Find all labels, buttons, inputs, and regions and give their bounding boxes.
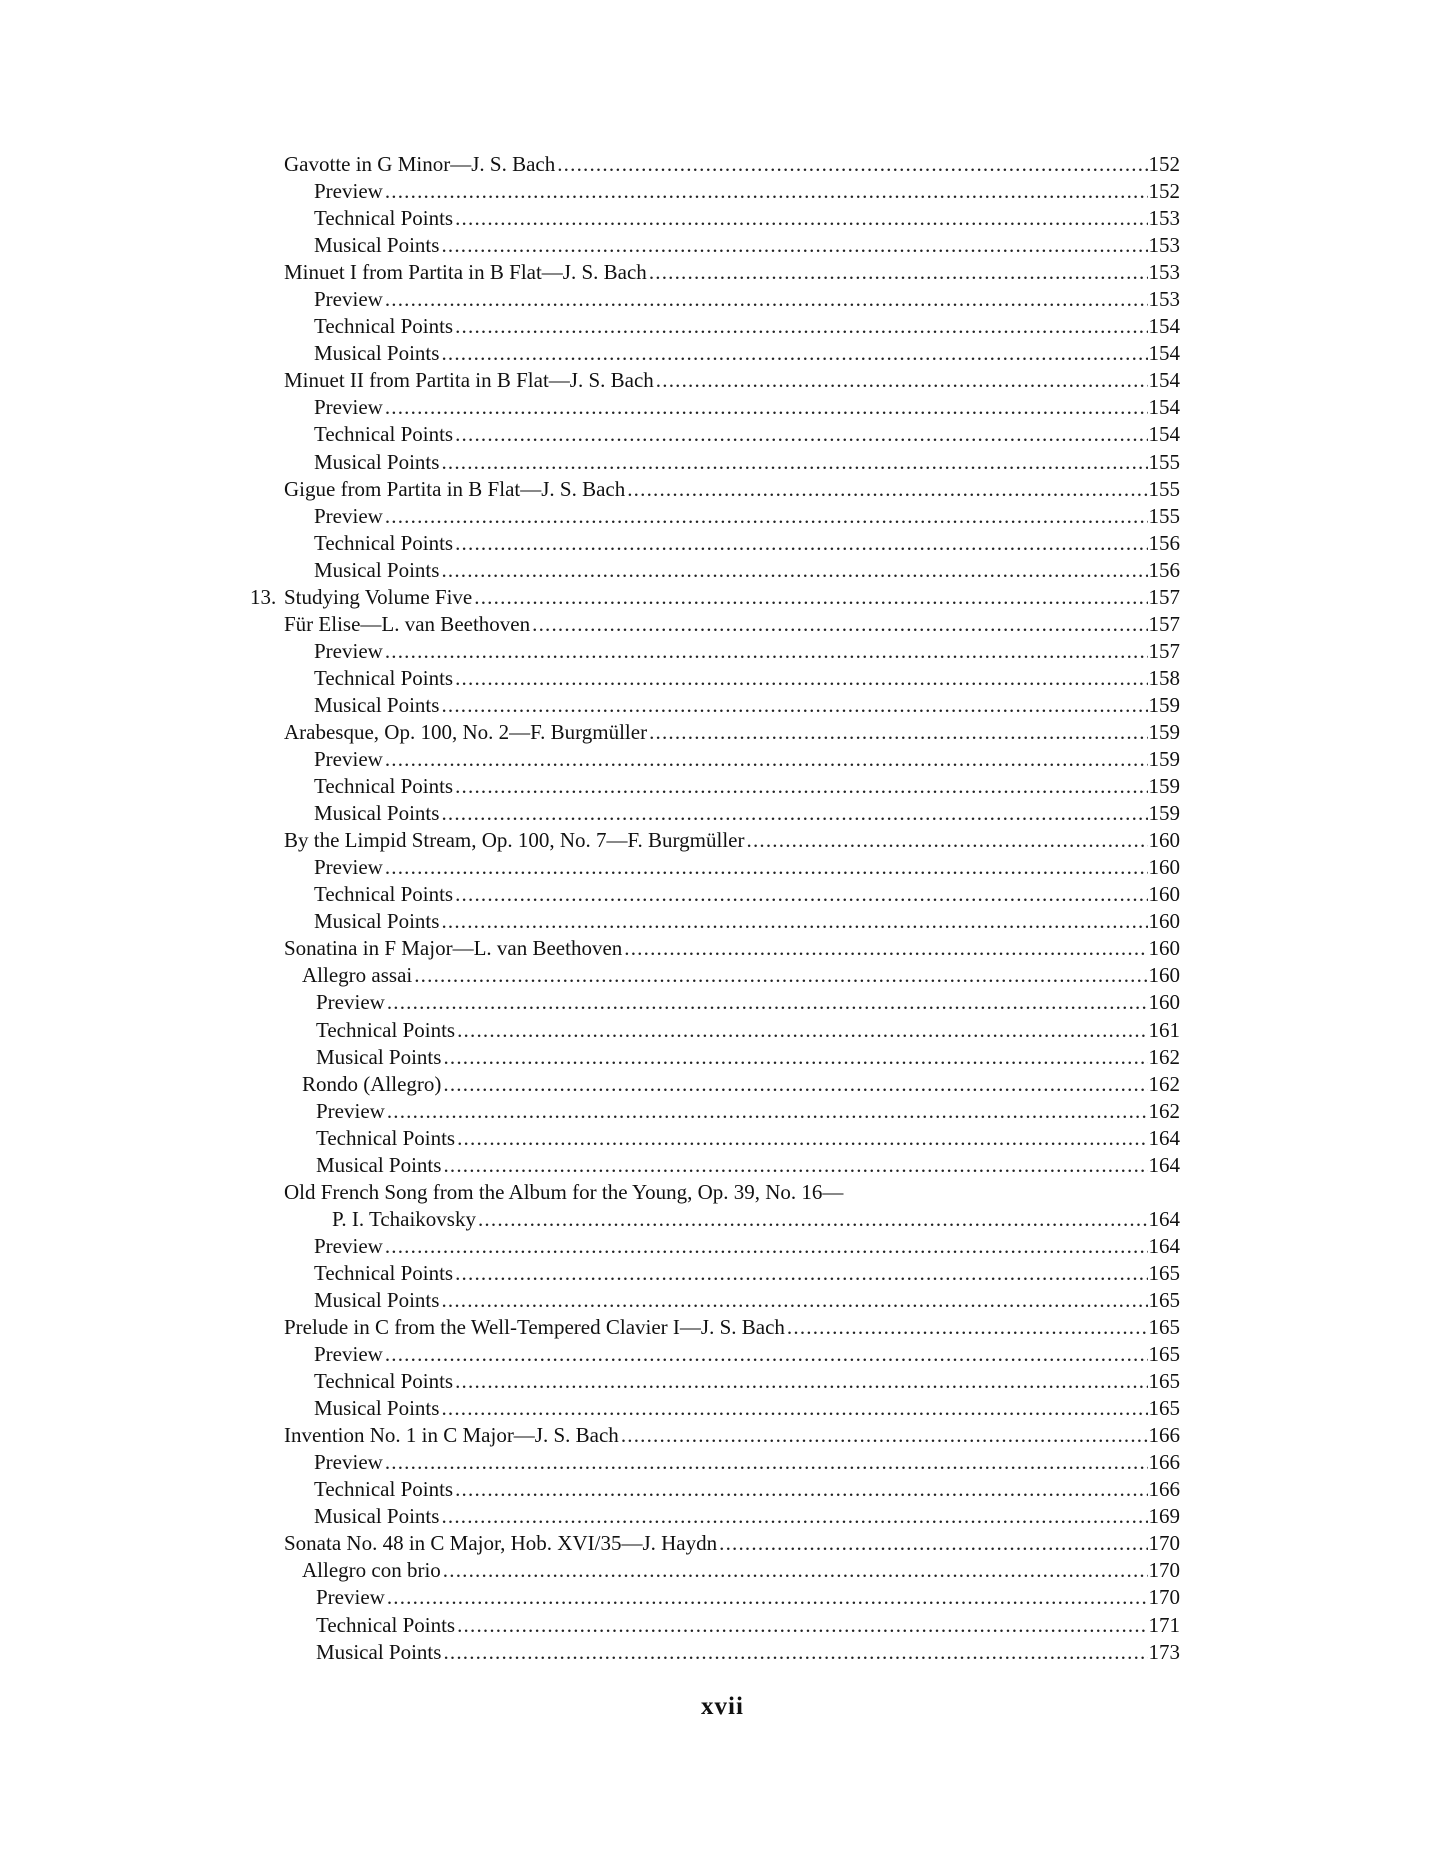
toc-entry-title: Musical Points xyxy=(316,1639,443,1666)
toc-entry-title: Für Elise—L. van Beethoven xyxy=(284,611,532,638)
page-number: xvii xyxy=(701,1693,744,1720)
toc-entry xyxy=(284,394,1180,421)
toc-page-number: 166 xyxy=(1148,1477,1180,1502)
toc-entry xyxy=(284,935,1180,962)
toc-page-number: 165 xyxy=(1148,1369,1180,1394)
toc-dot-leader xyxy=(387,989,1148,1016)
toc-page-number: 160 xyxy=(1148,963,1180,988)
toc-entry-title: Allegro assai xyxy=(302,962,414,989)
toc-page-number: 155 xyxy=(1148,449,1180,474)
toc-entry-title: Gigue from Partita in B Flat—J. S. Bach xyxy=(284,476,627,503)
toc-page-number: 162 xyxy=(1148,1071,1180,1096)
toc-page-number: 159 xyxy=(1148,692,1180,717)
toc-page-number: 165 xyxy=(1148,1260,1180,1285)
toc-entry-title: Technical Points xyxy=(314,1368,455,1395)
toc-page-number: 170 xyxy=(1148,1531,1180,1556)
toc-entry-title: Musical Points xyxy=(316,1044,443,1071)
toc-entry xyxy=(284,503,1180,530)
toc-entry xyxy=(284,746,1180,773)
toc-entry-title: Preview xyxy=(314,503,385,530)
toc-dot-leader xyxy=(443,1044,1147,1071)
toc-page-number: 164 xyxy=(1148,1206,1180,1231)
toc-dot-leader xyxy=(385,746,1148,773)
toc-page-number: 156 xyxy=(1148,557,1180,582)
toc-dot-leader xyxy=(649,259,1148,286)
toc-entry xyxy=(284,1557,1180,1584)
toc-page-number: 158 xyxy=(1148,665,1180,690)
toc-page-number: 160 xyxy=(1148,828,1180,853)
toc-entry xyxy=(284,1449,1180,1476)
toc-page-number: 166 xyxy=(1148,1423,1180,1448)
toc-entry xyxy=(284,286,1180,313)
toc-entry xyxy=(284,205,1180,232)
toc-entry-title: Allegro con brio xyxy=(302,1557,443,1584)
toc-dot-leader xyxy=(457,1612,1147,1639)
toc-page-number: 165 xyxy=(1148,1315,1180,1340)
toc-entry xyxy=(284,827,1180,854)
toc-entry-title: Musical Points xyxy=(314,1503,441,1530)
toc-dot-leader xyxy=(441,557,1147,584)
toc-dot-leader xyxy=(656,367,1148,394)
toc-dot-leader xyxy=(474,584,1147,611)
toc-chapter-number: 13. xyxy=(250,584,277,609)
toc-entry-title: Technical Points xyxy=(314,1476,455,1503)
toc-entry xyxy=(284,1152,1180,1179)
toc-entry xyxy=(284,1017,1180,1044)
toc-page-number: 159 xyxy=(1148,774,1180,799)
toc-entry-title: Preview xyxy=(316,1584,387,1611)
toc-page-number: 161 xyxy=(1148,1017,1180,1042)
toc-entry xyxy=(284,1071,1180,1098)
toc-page-number: 170 xyxy=(1148,1558,1180,1583)
toc-entry-title: Rondo (Allegro) xyxy=(302,1071,443,1098)
toc-entry xyxy=(284,1584,1180,1611)
toc-entry-title: Gavotte in G Minor—J. S. Bach xyxy=(284,151,557,178)
toc-page-number: 165 xyxy=(1148,1342,1180,1367)
toc-entry xyxy=(284,1476,1180,1503)
toc-page-number: 154 xyxy=(1148,314,1180,339)
toc-entry xyxy=(284,1044,1180,1071)
toc-dot-leader xyxy=(443,1639,1147,1666)
toc-entry-title: P. I. Tchaikovsky xyxy=(332,1206,478,1233)
toc-entry xyxy=(284,1314,1180,1341)
toc-entry-title: Technical Points xyxy=(314,530,455,557)
toc-entry xyxy=(284,800,1180,827)
toc-dot-leader xyxy=(441,692,1147,719)
toc-page-number: 160 xyxy=(1148,990,1180,1015)
toc-page-number: 152 xyxy=(1148,179,1180,204)
toc-page-number: 164 xyxy=(1148,1125,1180,1150)
toc-entry-title: Musical Points xyxy=(314,1395,441,1422)
toc-page-number: 154 xyxy=(1148,422,1180,447)
toc-page-number: 170 xyxy=(1148,1585,1180,1610)
toc-dot-leader xyxy=(624,935,1147,962)
toc-dot-leader xyxy=(455,421,1147,448)
toc-page-number: 164 xyxy=(1148,1152,1180,1177)
toc-dot-leader xyxy=(455,773,1147,800)
toc-dot-leader xyxy=(414,962,1147,989)
toc-entry xyxy=(284,449,1180,476)
toc-entry xyxy=(284,1098,1180,1125)
toc-page-number: 165 xyxy=(1148,1396,1180,1421)
toc-entry xyxy=(284,1206,1180,1233)
toc-page-number: 162 xyxy=(1148,1098,1180,1123)
toc-dot-leader xyxy=(455,205,1147,232)
toc-dot-leader xyxy=(441,340,1147,367)
toc-entry xyxy=(284,1639,1180,1666)
toc-page-number: 157 xyxy=(1148,638,1180,663)
toc-page-number: 166 xyxy=(1148,1450,1180,1475)
toc-page-number: 154 xyxy=(1148,341,1180,366)
toc-entry xyxy=(284,773,1180,800)
toc-dot-leader xyxy=(385,638,1148,665)
toc-entry-title: Musical Points xyxy=(314,449,441,476)
toc-page-number: 159 xyxy=(1148,801,1180,826)
toc-page-number: 160 xyxy=(1148,882,1180,907)
toc-entry-title: Technical Points xyxy=(316,1612,457,1639)
toc-entry xyxy=(284,854,1180,881)
toc-page-number: 173 xyxy=(1148,1639,1180,1664)
toc-entry xyxy=(284,665,1180,692)
toc-dot-leader xyxy=(478,1206,1148,1233)
toc-page-number: 155 xyxy=(1148,503,1180,528)
toc-entry xyxy=(284,611,1180,638)
toc-dot-leader xyxy=(443,1557,1148,1584)
toc-dot-leader xyxy=(455,1260,1147,1287)
toc-page-number: 171 xyxy=(1148,1612,1180,1637)
toc-entry-title: Technical Points xyxy=(314,881,455,908)
toc-entry-title: Musical Points xyxy=(314,232,441,259)
toc-entry-title: Technical Points xyxy=(316,1017,457,1044)
toc-dot-leader xyxy=(455,1368,1147,1395)
toc-page-number: 157 xyxy=(1148,611,1180,636)
toc-entry-title: Preview xyxy=(314,394,385,421)
toc-dot-leader xyxy=(443,1071,1147,1098)
toc-entry-title: Preview xyxy=(314,178,385,205)
toc-dot-leader xyxy=(385,178,1148,205)
toc-page-number: 157 xyxy=(1148,584,1180,609)
toc-entry xyxy=(284,1179,1180,1206)
toc-entry-title: Minuet II from Partita in B Flat—J. S. Bach xyxy=(284,367,656,394)
toc-entry-title: Preview xyxy=(314,854,385,881)
toc-entry-title: Preview xyxy=(314,1341,385,1368)
toc-dot-leader xyxy=(532,611,1147,638)
toc-entry xyxy=(284,476,1180,503)
toc-entry-title: Musical Points xyxy=(314,908,441,935)
toc-dot-leader xyxy=(441,232,1147,259)
toc-entry xyxy=(284,259,1180,286)
toc-entry-title: Old French Song from the Album for the Young, Op. 39, No. 16— xyxy=(284,1179,845,1206)
toc-entry xyxy=(284,989,1180,1016)
toc-dot-leader xyxy=(557,151,1147,178)
toc-dot-leader xyxy=(455,530,1147,557)
toc-entry xyxy=(284,1260,1180,1287)
toc-page-number: 152 xyxy=(1148,152,1180,176)
toc-dot-leader xyxy=(649,719,1147,746)
toc-entry xyxy=(284,638,1180,665)
toc-dot-leader xyxy=(747,827,1148,854)
toc-page-number: 169 xyxy=(1148,1504,1180,1529)
toc-entry-title: Technical Points xyxy=(314,313,455,340)
toc-dot-leader xyxy=(385,394,1148,421)
toc-entry-title: Preview xyxy=(314,1233,385,1260)
toc-page-number: 165 xyxy=(1148,1287,1180,1312)
toc-entry xyxy=(284,1287,1180,1314)
toc-entry-title: Arabesque, Op. 100, No. 2—F. Burgmüller xyxy=(284,719,649,746)
toc-entry xyxy=(284,151,1180,178)
toc-entry-title: Technical Points xyxy=(314,421,455,448)
toc-dot-leader xyxy=(385,1449,1148,1476)
toc-page-number: 156 xyxy=(1148,530,1180,555)
toc-dot-leader xyxy=(627,476,1147,503)
toc-dot-leader xyxy=(455,313,1147,340)
toc-dot-leader xyxy=(787,1314,1148,1341)
toc-entry-title: Technical Points xyxy=(314,773,455,800)
toc-entry-title: Preview xyxy=(314,286,385,313)
toc-page-number: 154 xyxy=(1148,368,1180,393)
toc-entry xyxy=(284,530,1180,557)
toc-entry xyxy=(284,313,1180,340)
toc-entry-title: Preview xyxy=(316,989,387,1016)
toc-entry xyxy=(284,1530,1180,1557)
toc-entry xyxy=(284,1395,1180,1422)
table-of-contents xyxy=(250,151,1180,1666)
toc-page-number: 164 xyxy=(1148,1233,1180,1258)
toc-page-number: 159 xyxy=(1148,747,1180,772)
toc-dot-leader xyxy=(385,503,1148,530)
toc-page-number: 162 xyxy=(1148,1044,1180,1069)
toc-dot-leader xyxy=(385,1233,1148,1260)
toc-page-number: 153 xyxy=(1148,233,1180,258)
toc-entry-title: Technical Points xyxy=(314,665,455,692)
toc-entry-title: Musical Points xyxy=(314,1287,441,1314)
toc-entry-title: Preview xyxy=(314,1449,385,1476)
toc-page-number: 153 xyxy=(1148,260,1180,285)
toc-dot-leader xyxy=(443,1152,1147,1179)
toc-page-number: 153 xyxy=(1148,206,1180,231)
toc-entry xyxy=(284,1233,1180,1260)
toc-entry-title: Musical Points xyxy=(314,692,441,719)
toc-dot-leader xyxy=(441,800,1147,827)
toc-entry xyxy=(284,178,1180,205)
toc-dot-leader xyxy=(441,908,1147,935)
toc-dot-leader xyxy=(457,1125,1147,1152)
toc-entry xyxy=(284,881,1180,908)
toc-page-number: 160 xyxy=(1148,855,1180,880)
toc-entry xyxy=(284,962,1180,989)
toc-entry-title: Technical Points xyxy=(316,1125,457,1152)
toc-entry xyxy=(284,1503,1180,1530)
toc-dot-leader xyxy=(455,665,1147,692)
toc-entry xyxy=(284,692,1180,719)
toc-entry xyxy=(284,557,1180,584)
toc-entry xyxy=(250,584,1180,611)
toc-entry-title: Preview xyxy=(314,746,385,773)
toc-page-number: 160 xyxy=(1148,936,1180,961)
toc-entry xyxy=(284,1368,1180,1395)
toc-entry-title: Technical Points xyxy=(314,1260,455,1287)
toc-dot-leader xyxy=(387,1584,1148,1611)
toc-entry-title: Musical Points xyxy=(314,557,441,584)
toc-page-number: 160 xyxy=(1148,909,1180,934)
toc-entry xyxy=(284,908,1180,935)
toc-entry xyxy=(284,340,1180,367)
toc-entry-title: Sonatina in F Major—L. van Beethoven xyxy=(284,935,624,962)
toc-entry-title: Prelude in C from the Well-Tempered Clavier I—J. S. Bach xyxy=(284,1314,787,1341)
toc-entry xyxy=(284,1612,1180,1639)
toc-entry-title: Preview xyxy=(314,638,385,665)
toc-entry-title: Musical Points xyxy=(314,800,441,827)
toc-dot-leader xyxy=(719,1530,1147,1557)
toc-dot-leader xyxy=(455,881,1147,908)
toc-entry-title: Technical Points xyxy=(314,205,455,232)
toc-page-number: 154 xyxy=(1148,395,1180,420)
toc-dot-leader xyxy=(385,854,1148,881)
toc-entry xyxy=(284,719,1180,746)
toc-entry-title: Sonata No. 48 in C Major, Hob. XVI/35—J. Haydn xyxy=(284,1530,719,1557)
toc-entry-title: Preview xyxy=(316,1098,387,1125)
toc-entry xyxy=(284,367,1180,394)
toc-entry xyxy=(284,232,1180,259)
toc-entry-title: Minuet I from Partita in B Flat—J. S. Bach xyxy=(284,259,649,286)
toc-page-number: 153 xyxy=(1148,287,1180,312)
toc-page-number: 159 xyxy=(1148,719,1180,744)
toc-page-number: 155 xyxy=(1148,476,1180,501)
toc-dot-leader xyxy=(441,449,1147,476)
toc-entry-title: Studying Volume Five xyxy=(284,584,474,611)
toc-dot-leader xyxy=(385,286,1148,313)
toc-entry xyxy=(284,1341,1180,1368)
toc-entry-title: Invention No. 1 in C Major—J. S. Bach xyxy=(284,1422,621,1449)
toc-dot-leader xyxy=(441,1287,1147,1314)
toc-dot-leader xyxy=(455,1476,1147,1503)
toc-entry xyxy=(284,421,1180,448)
toc-entry xyxy=(284,1422,1180,1449)
toc-entry-title: Musical Points xyxy=(314,340,441,367)
toc-entry xyxy=(284,1125,1180,1152)
toc-dot-leader xyxy=(385,1341,1148,1368)
toc-dot-leader xyxy=(441,1503,1147,1530)
toc-dot-leader xyxy=(621,1422,1148,1449)
toc-entry-title: By the Limpid Stream, Op. 100, No. 7—F. Burgmüller xyxy=(284,827,747,854)
toc-dot-leader xyxy=(441,1395,1147,1422)
toc-dot-leader xyxy=(387,1098,1148,1125)
toc-entry-title: Musical Points xyxy=(316,1152,443,1179)
toc-dot-leader xyxy=(457,1017,1147,1044)
